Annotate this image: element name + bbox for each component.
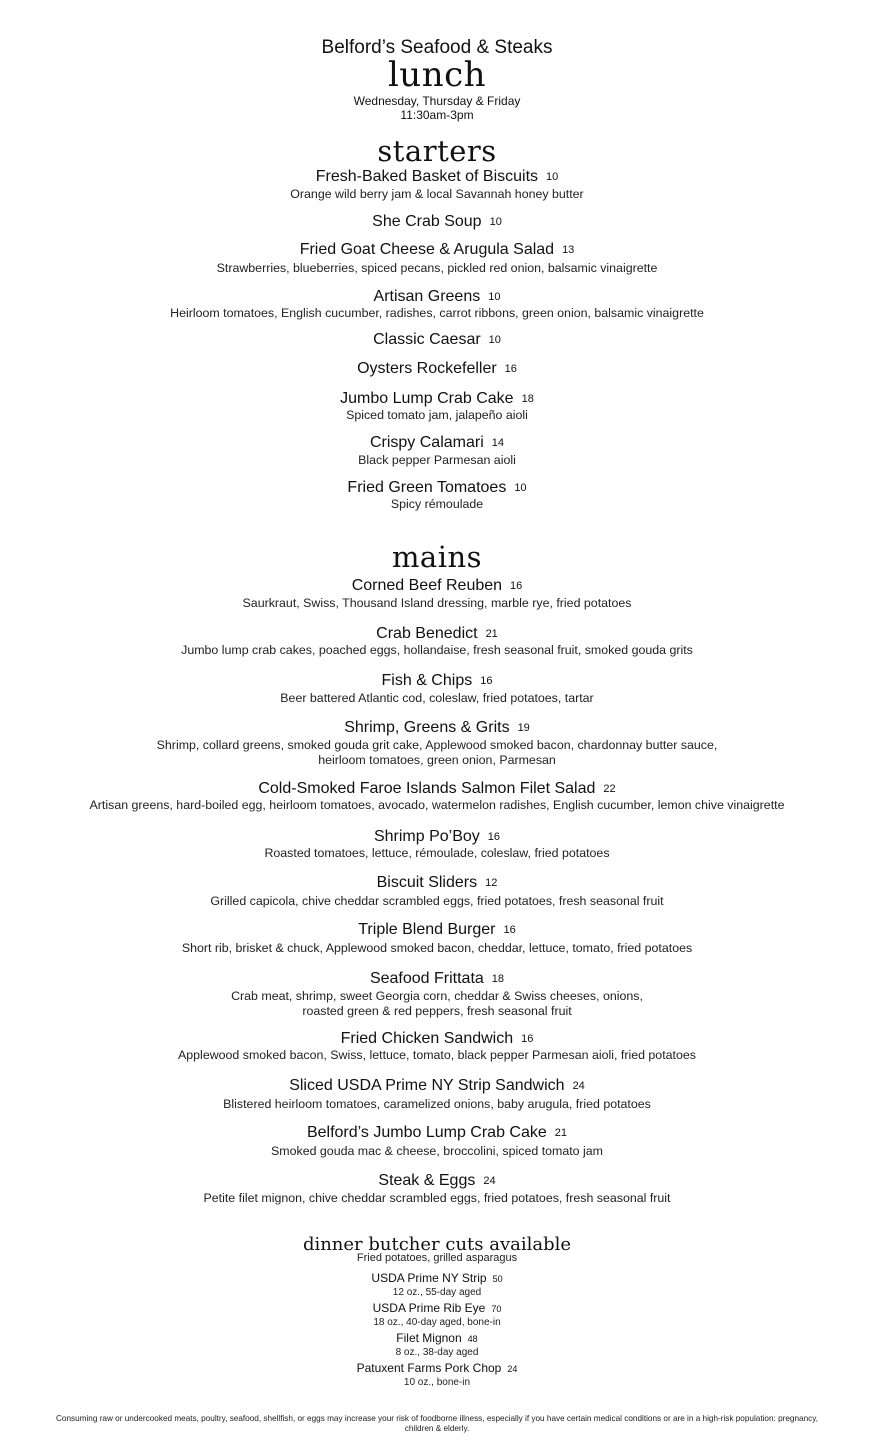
menu-item-description: Roasted tomatoes, lettuce, rémoulade, coleslaw, fried potatoes <box>264 846 610 860</box>
menu-item-name <box>0 827 874 848</box>
item-name-text: Fish & Chips <box>381 672 473 689</box>
menu-item-name <box>0 287 874 308</box>
item-name-text: Belford’s Jumbo Lump Crab Cake <box>306 1124 547 1141</box>
item-name-text: Oysters Rockefeller <box>357 360 497 377</box>
menu-item-name <box>0 969 874 990</box>
service-hours: 11:30am-3pm <box>400 108 474 122</box>
item-price: 10 <box>489 216 502 228</box>
food-safety-disclaimer <box>0 1414 874 1434</box>
cut-price: 50 <box>492 1274 503 1284</box>
cut-name <box>0 1301 874 1317</box>
menu-item-description: Applewood smoked bacon, Swiss, lettuce, tomato, black pepper Parmesan aioli, fried potatoes <box>178 1048 696 1062</box>
cut-description: 8 oz., 38-day aged <box>395 1347 479 1358</box>
item-name-text: Fried Goat Cheese & Arugula Salad <box>299 241 555 258</box>
menu-item-description: Strawberries, blueberries, spiced pecans, pickled red onion, balsamic vinaigrette <box>216 261 658 275</box>
item-price: 12 <box>485 877 498 889</box>
cut-price: 48 <box>467 1334 478 1344</box>
menu-item-name <box>0 1123 874 1144</box>
item-price: 22 <box>603 783 616 795</box>
butcher-cuts-subtitle: Fried potatoes, grilled asparagus <box>356 1252 518 1264</box>
item-name-text: Sliced USDA Prime NY Strip Sandwich <box>289 1077 565 1094</box>
menu-title: lunch <box>387 55 487 95</box>
menu-item-description: Blistered heirloom tomatoes, caramelized onions, baby arugula, fried potatoes <box>223 1097 651 1111</box>
menu-item-name <box>0 1029 874 1050</box>
cut-name-text: Filet Mignon <box>396 1331 462 1345</box>
cut-description: 10 oz., bone-in <box>403 1377 471 1388</box>
menu-item-description-cont: heirloom tomatoes, green onion, Parmesan <box>318 753 556 767</box>
item-price: 13 <box>562 244 575 256</box>
disclaimer-line: children & elderly. <box>404 1424 470 1433</box>
butcher-cuts-title: dinner butcher cuts available <box>302 1234 572 1255</box>
item-price: 16 <box>480 675 493 687</box>
menu-item-name <box>0 359 874 380</box>
item-name-text: Fresh-Baked Basket of Biscuits <box>315 168 539 185</box>
cut-name-text: USDA Prime NY Strip <box>371 1271 487 1285</box>
menu-item-name <box>0 433 874 454</box>
item-price: 16 <box>521 1033 534 1045</box>
item-name-text: Corned Beef Reuben <box>351 577 503 594</box>
item-price: 21 <box>485 628 498 640</box>
menu-item-description: Spicy rémoulade <box>390 497 484 511</box>
item-price: 10 <box>546 171 559 183</box>
menu-item-description: Short rib, brisket & chuck, Applewood smoked bacon, cheddar, lettuce, tomato, fried potatoes <box>181 941 693 955</box>
item-name-text: Steak & Eggs <box>378 1172 476 1189</box>
item-name-text: Jumbo Lump Crab Cake <box>340 390 514 407</box>
menu-item-name <box>0 1076 874 1097</box>
menu-item-description-cont: roasted green & red peppers, fresh seasonal fruit <box>302 1004 572 1018</box>
item-price: 16 <box>487 831 501 843</box>
item-name-text: Biscuit Sliders <box>376 874 478 891</box>
item-name-text: Fried Green Tomatoes <box>347 479 507 496</box>
menu-item-name <box>0 920 874 941</box>
item-price: 16 <box>504 363 517 375</box>
item-price: 16 <box>510 580 523 592</box>
menu-item-name <box>0 330 874 351</box>
item-price: 24 <box>483 1175 496 1187</box>
item-price: 18 <box>491 973 505 985</box>
menu-item-name <box>0 779 874 800</box>
menu-item-name <box>0 389 874 410</box>
item-price: 10 <box>488 291 501 303</box>
cut-name-text: USDA Prime Rib Eye <box>372 1301 486 1315</box>
item-price: 24 <box>572 1080 585 1092</box>
menu-item-description: Crab meat, shrimp, sweet Georgia corn, cheddar & Swiss cheeses, onions, <box>231 989 643 1003</box>
menu-item-description: Spiced tomato jam, jalapeño aioli <box>346 408 528 422</box>
item-name-text: Shrimp Po’Boy <box>373 828 480 845</box>
item-price: 19 <box>517 722 530 734</box>
menu-item-name <box>0 212 874 233</box>
menu-item-description: Smoked gouda mac & cheese, broccolini, spiced tomato jam <box>271 1144 603 1158</box>
section-title-starters: starters <box>377 134 497 168</box>
menu-item-description: Heirloom tomatoes, English cucumber, radishes, carrot ribbons, green onion, balsamic vinaigrette <box>170 306 704 320</box>
item-name-text: She Crab Soup <box>372 213 482 230</box>
cut-name-text: Patuxent Farms Pork Chop <box>356 1361 502 1375</box>
item-price: 10 <box>488 334 501 346</box>
item-name-text: Cold-Smoked Faroe Islands Salmon Filet Salad <box>258 780 596 797</box>
restaurant-name: Belford’s Seafood & Steaks <box>321 37 553 58</box>
menu-item-name <box>0 671 874 692</box>
item-price: 18 <box>521 393 534 405</box>
item-price: 10 <box>514 482 527 494</box>
menu-item-description: Petite filet mignon, chive cheddar scrambled eggs, fried potatoes, fresh seasonal fruit <box>203 1191 671 1205</box>
item-name-text: Seafood Frittata <box>369 970 484 987</box>
menu-item-description: Grilled capicola, chive cheddar scrambled eggs, fried potatoes, fresh seasonal fruit <box>210 894 664 908</box>
menu-item-description: Saurkraut, Swiss, Thousand Island dressing, marble rye, fried potatoes <box>242 596 632 610</box>
cut-name <box>0 1331 874 1347</box>
item-name-text: Artisan Greens <box>373 288 481 305</box>
menu-item-description: Jumbo lump crab cakes, poached eggs, hollandaise, fresh seasonal fruit, smoked gouda grits <box>181 643 693 657</box>
cut-price: 70 <box>491 1304 502 1314</box>
menu-item-description: Beer battered Atlantic cod, coleslaw, fried potatoes, tartar <box>280 691 594 705</box>
item-name-text: Crispy Calamari <box>369 434 484 451</box>
cut-price: 24 <box>507 1364 518 1374</box>
service-days: Wednesday, Thursday & Friday <box>353 94 521 108</box>
menu-item-name <box>0 240 874 261</box>
item-name-text: Shrimp, Greens & Grits <box>344 719 510 736</box>
item-name-text: Fried Chicken Sandwich <box>340 1030 514 1047</box>
menu-item-description: Orange wild berry jam & local Savannah honey butter <box>290 187 584 201</box>
section-title-mains: mains <box>391 540 483 574</box>
cut-description: 18 oz., 40-day aged, bone-in <box>373 1317 501 1328</box>
cut-name <box>0 1271 874 1287</box>
menu-item-name <box>0 718 874 739</box>
menu-item-name <box>0 873 874 894</box>
menu-item-description: Black pepper Parmesan aioli <box>358 453 516 467</box>
menu-item-name <box>0 576 874 597</box>
menu-item-name <box>0 478 874 499</box>
item-price: 16 <box>503 924 516 936</box>
cut-description: 12 oz., 55-day aged <box>392 1287 482 1298</box>
item-price: 21 <box>554 1127 568 1139</box>
item-price: 14 <box>491 437 505 449</box>
item-name-text: Triple Blend Burger <box>358 921 496 938</box>
menu-item-name <box>0 167 874 188</box>
item-name-text: Crab Benedict <box>376 625 478 642</box>
menu-item-description: Shrimp, collard greens, smoked gouda grit cake, Applewood smoked bacon, chardonnay butter sauce, <box>156 738 718 752</box>
item-name-text: Classic Caesar <box>373 331 481 348</box>
menu-item-description: Artisan greens, hard-boiled egg, heirloom tomatoes, avocado, watermelon radishes, English cucumber, lemon chive vinaigrette <box>89 798 785 812</box>
cut-name <box>0 1361 874 1377</box>
disclaimer-line: Consuming raw or undercooked meats, poultry, seafood, shellfish, or eggs may increase your risk of foodborne illness, especially if you have certain medical conditions or are in a high-risk population: pregnancy, <box>56 1414 818 1423</box>
menu-item-name <box>0 624 874 645</box>
menu-item-name <box>0 1171 874 1192</box>
